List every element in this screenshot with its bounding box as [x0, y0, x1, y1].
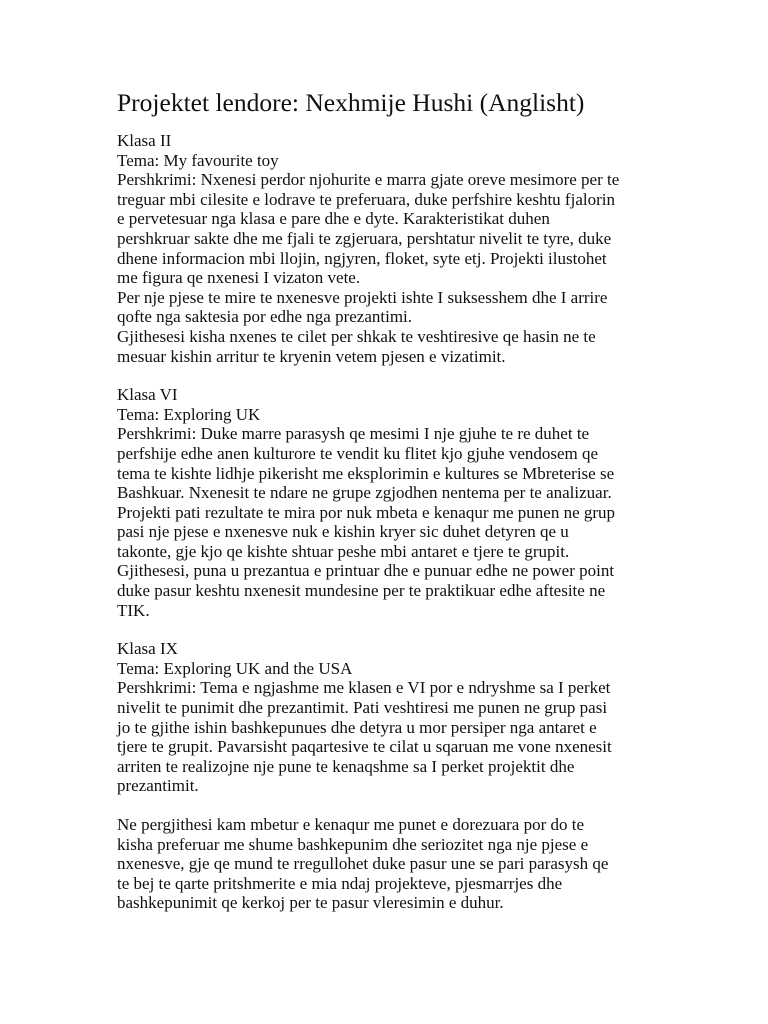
- description-line: me figura qe nxenesi I vizaton vete.: [117, 268, 361, 288]
- description-line: Pershkrimi: Nxenesi perdor njohurite e marra gjate oreve mesimore per te: [117, 170, 620, 190]
- description-line: takonte, gje kjo qe kishte shtuar peshe mbi antaret e tjere te grupit.: [117, 541, 570, 561]
- conclusion-line: bashkepunimit qe kerkoj per te pasur vleresimin e duhur.: [117, 893, 504, 913]
- description-line: mesuar kishin arritur te kryenin vetem pjesen e vizatimit.: [117, 346, 506, 366]
- description-line: tjere te grupit. Pavarsisht paqartesive te cilat u sqaruan me vone nxenesit: [117, 737, 612, 757]
- class-label: Klasa VI: [117, 385, 178, 405]
- description-line: nivelit te punimit dhe prezantimit. Pati veshtiresi me punen ne grup pasi: [117, 698, 608, 718]
- description-line: Pershkrimi: Duke marre parasysh qe mesimi I nje gjuhe te re duhet te: [117, 424, 590, 444]
- description-line: Pershkrimi: Tema e ngjashme me klasen e VI por e ndryshme sa I perket: [117, 678, 611, 698]
- description-line: Per nje pjese te mire te nxenesvе projekti ishte I suksesshem dhe I arrire: [117, 287, 608, 307]
- description-line: perfshije edhe anen kulturore te vendit ku flitet kjo gjuhe vendosem qe: [117, 443, 599, 463]
- description-line: qofte nga saktesia por edhe nga prezantimi.: [117, 307, 413, 327]
- description-line: jo te gjithe ishin bashkepunues dhe detyra u mor persiper nga antaret e: [117, 717, 597, 737]
- description-line: Bashkuar. Nxenesit te ndare ne grupe zgjodhen nentema per te analizuar.: [117, 483, 612, 503]
- description-line: Projekti pati rezultate te mira por nuk mbeta e kenaqur me punen ne grup: [117, 502, 616, 522]
- description-line: Gjithesesi kisha nxenes te cilet per shkak te veshtiresive qe hasin ne te: [117, 326, 596, 346]
- description-line: TIK.: [117, 600, 150, 620]
- class-label: Klasa II: [117, 131, 172, 150]
- description-line: pasi nje pjese e nxenesve nuk e kishin kryer sic duhet detyren qe u: [117, 522, 569, 542]
- conclusion-paragraph: [117, 815, 656, 913]
- section-klasa-ix: [117, 639, 656, 796]
- conclusion-line: Ne pergjithesi kam mbetur e kenaqur me punet e dorezuara por do te: [117, 815, 585, 834]
- description-line: Gjithesesi, puna u prezantua e printuar dhe e punuar edhe ne power point: [117, 561, 615, 581]
- class-label: Klasa IX: [117, 639, 178, 659]
- description-line: arriten te realizojne nje pune te kenaqshme sa I perket projektit dhe: [117, 756, 575, 776]
- conclusion-line: kisha preferuar me shume bashkepunim dhe seriozitet nga nje pjese e: [117, 834, 589, 854]
- description-line: pershkruar sakte dhe me fjali te zgjeruara, pershtatur nivelit te tyre, duke: [117, 228, 612, 248]
- description-line: dhene informacion mbi llojin, ngjyren, floket, syte etj. Projekti ilustohet: [117, 248, 607, 268]
- section-klasa-vi: [117, 385, 656, 620]
- description-line: prezantimit.: [117, 776, 199, 796]
- description-line: tema te kishte lidhje pikerisht me eksplorimin e kultures se Mbreterise se: [117, 463, 615, 483]
- description-line: duke pasur keshtu nxenesit mundesine per te praktikuar edhe aftesite ne: [117, 581, 606, 601]
- theme-line: Tema: Exploring UK and the USA: [117, 658, 353, 678]
- conclusion-line: nxenesve, gje qe mund te rregullohet duke pasur une se pari parasysh qe: [117, 854, 609, 874]
- description-line: treguar mbi cilesite e lodrave te preferuara, duke perfshire keshtu fjalorin: [117, 189, 615, 209]
- description-line: e pervetesuar nga klasa e pare dhe e dyte. Karakteristikat duhen: [117, 209, 550, 229]
- theme-line: Tema: Exploring UK: [117, 404, 261, 424]
- document-title: Projektet lendore: Nexhmije Hushi (Anglisht): [117, 88, 585, 117]
- conclusion-line: te bej te qarte pritshmerite e mia ndaj projekteve, pjesmarrjes dhe: [117, 873, 563, 893]
- theme-line: Tema: My favourite toy: [117, 150, 279, 170]
- section-klasa-ii: [117, 131, 656, 366]
